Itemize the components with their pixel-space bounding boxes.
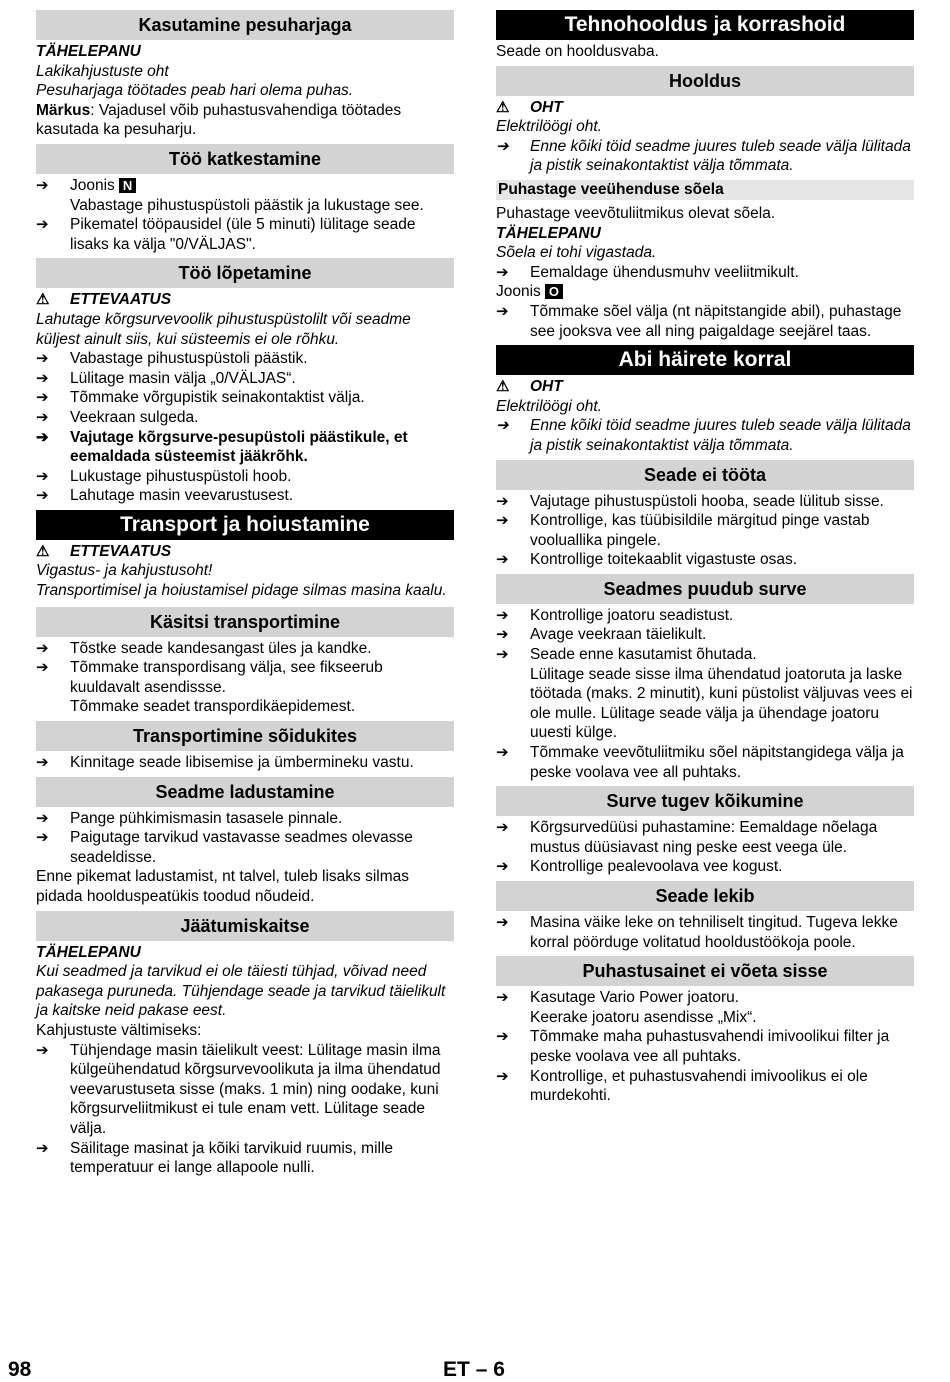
list-item — [496, 302, 914, 341]
notice-text: Pesuharjaga töötades peab hari olema puhas. — [36, 82, 354, 100]
figure-badge: N — [119, 178, 136, 193]
section-heading: Jäätumiskaitse — [36, 911, 454, 941]
list-item-text: Tõmmake maha puhastusvahendi imivoolikui filter ja peske voolava vee all puhtaks. — [530, 1028, 890, 1065]
list-item — [496, 1067, 914, 1106]
list-item-text: Kontrollige joatoru seadistust. — [530, 606, 734, 624]
list-item — [36, 408, 454, 428]
warning — [496, 98, 914, 118]
chapter-heading: Abi häirete korral — [496, 345, 914, 375]
arrow-icon: ➔ — [496, 989, 509, 1007]
list-item — [36, 369, 454, 389]
warning-icon: ⚠ — [36, 291, 50, 309]
list-item-text: Vajutage pihustuspüstoli hooba, seade lülitub sisse. — [530, 492, 884, 510]
notice-label: TÄHELEPANU — [36, 943, 141, 961]
list-item-text: Tõstke seade kandesangast üles ja kandke. — [70, 639, 372, 657]
list-item — [36, 388, 454, 408]
list-item-text: Kinnitage seade libisemise ja ümbermineku vastu. — [70, 754, 414, 772]
warning-text: Elektrilöögi oht. — [496, 118, 602, 136]
list-item-text: Säilitage masinat ja kõiki tarvikuid ruumis, mille temperatuur ei lange allapoole nulli. — [70, 1139, 394, 1177]
list-item-text: Veekraan sulgeda. — [70, 408, 199, 426]
arrow-icon: ➔ — [496, 744, 509, 762]
list-item-text: Enne kõiki töid seadme juures tuleb seade välja lülitada ja pistik seinakontaktist välja tõmmata. — [530, 417, 911, 454]
list-item-text: Lukustage pihustuspüstoli hoob. — [70, 467, 292, 485]
section-heading: Hooldus — [496, 66, 914, 96]
list-item-text: Kontrollige, kas tüübisildile märgitud pinge vastab vooluallika pingele. — [530, 512, 870, 549]
list-item-text: Kontrollige pealevoolava vee kogust. — [530, 858, 783, 876]
list-item — [36, 1041, 454, 1139]
notice-risk: Lakikahjustuste oht — [36, 62, 169, 80]
arrow-icon: ➔ — [496, 1028, 509, 1046]
list-item — [496, 625, 914, 645]
list-item-text: Kõrgsurvedüüsi puhastamine: Eemaldage nõelaga mustus düüsiavast ning peske eest veega üle. — [530, 819, 878, 856]
section-heading: Surve tugev kõikumine — [496, 786, 914, 816]
section-heading: Kasutamine pesuharjaga — [36, 10, 454, 40]
list-item-text: Eemaldage ühendusmuhv veeliitmikult. — [530, 263, 799, 281]
warning-text: Vigastus- ja kahjustusoht! — [36, 562, 213, 580]
warning-label: ETTEVAATUS — [70, 291, 172, 309]
warning-icon: ⚠ — [496, 98, 510, 116]
warning-icon: ⚠ — [36, 542, 50, 560]
warning-icon: ⚠ — [496, 378, 510, 396]
notice-text: Sõela ei tohi vigastada. — [496, 244, 657, 262]
arrow-icon: ➔ — [496, 492, 509, 510]
arrow-icon: ➔ — [36, 389, 49, 407]
list-item — [496, 511, 914, 550]
section-heading: Töö lõpetamine — [36, 258, 454, 288]
chapter-heading: Tehnohooldus ja korrashoid — [496, 10, 914, 40]
arrow-icon: ➔ — [36, 754, 49, 772]
section-heading: Töö katkestamine — [36, 144, 454, 174]
arrow-icon: ➔ — [36, 216, 49, 234]
list-item — [36, 176, 454, 215]
paragraph: Puhastage veevõtuliitmikus olevat sõela. — [496, 204, 776, 222]
arrow-icon: ➔ — [36, 1041, 49, 1059]
list-item-text: Masina väike leke on tehniliselt tingitud. Tugeva lekke korral pöörduge volitatud hooldustöökoja poole. — [530, 914, 898, 951]
list-item-text: Lahutage masin veevarustusest. — [70, 487, 294, 505]
list-item — [496, 818, 914, 857]
paragraph: Seade on hooldusvaba. — [496, 43, 659, 60]
list-item — [36, 753, 454, 773]
figure-badge: O — [545, 284, 563, 299]
arrow-icon: ➔ — [496, 417, 509, 435]
arrow-icon: ➔ — [36, 809, 49, 827]
list-item-text: Lülitage masin välja „0/VÄLJAS“. — [70, 369, 296, 387]
arrow-icon: ➔ — [496, 626, 509, 644]
warning-label: OHT — [530, 378, 563, 396]
figure-ref — [496, 282, 914, 302]
arrow-icon: ➔ — [496, 646, 509, 664]
section-heading: Seade ei tööta — [496, 460, 914, 490]
list-item — [496, 857, 914, 877]
list-item-text: Pikematel tööpausidel (üle 5 minuti) lülitage seade lisaks ka välja "0/VÄLJAS". — [70, 216, 416, 253]
arrow-icon: ➔ — [36, 369, 49, 387]
arrow-icon: ➔ — [496, 914, 509, 931]
arrow-icon: ➔ — [36, 408, 49, 426]
list-item — [496, 988, 914, 1027]
list-item-text: Tõmmake seadet transpordikäepidemest. — [70, 698, 356, 716]
list-item — [36, 486, 454, 506]
list-item-text: Enne kõiki töid seadme juures tuleb seade välja lülitada ja pistik seinakontaktist välja tõmmata. — [530, 137, 911, 175]
arrow-icon: ➔ — [496, 1067, 509, 1085]
notice-label: TÄHELEPANU — [496, 224, 601, 242]
subsection-heading: Puhastage veeühenduse sõela — [496, 180, 914, 200]
section-heading: Seadme ladustamine — [36, 777, 454, 807]
list-item-text: Seade enne kasutamist õhutada. — [530, 646, 757, 664]
list-item — [36, 1139, 454, 1178]
arrow-icon: ➔ — [36, 829, 49, 847]
warning — [36, 542, 454, 562]
arrow-icon: ➔ — [496, 858, 509, 876]
list-item-text: Avage veekraan täielikult. — [530, 626, 707, 644]
list-item — [496, 550, 914, 570]
list-item — [36, 349, 454, 369]
paragraph: Kahjustuste vältimiseks: — [36, 1021, 202, 1039]
list-item-text: Paigutage tarvikud vastavasse seadmes olevasse seadeldisse. — [70, 829, 413, 866]
arrow-icon: ➔ — [36, 428, 49, 446]
list-item-text: Vabastage pihustuspüstoli päästik ja lukustage see. — [70, 196, 424, 214]
list-item-text: Tühjendage masin täielikult veest: Lülitage masin ilma külgeühendatud kõrgsurvevoolikuta ja ilma ühendatud veevarustuseta sisse (maks. 1 min) ning oodake, kuni kõrgsurveliitmikust ei tule enam vett. Lülitage seade välja. — [70, 1041, 441, 1137]
list-item — [496, 492, 914, 512]
arrow-icon: ➔ — [496, 512, 509, 530]
section-heading: Käsitsi transportimine — [36, 607, 454, 637]
warning-text: Transportimisel ja hoiustamisel pidage silmas masina kaalu. — [36, 582, 447, 600]
list-item-text: Kontrollige toitekaablit vigastuste osas. — [530, 551, 798, 569]
warning — [496, 377, 914, 397]
footer-label — [443, 1358, 505, 1382]
list-item-text: Tõmmake veevõtuliitmiku sõel näpitstangidega välja ja peske voolava vee all puhtaks. — [530, 744, 904, 781]
arrow-icon: ➔ — [496, 137, 509, 155]
notice-text: Kui seadmed ja tarvikud ei ole täiesti tühjad, võivad need pakasega puruneda. Tühjendage seade ja tarvikud täielikult ja kaitske neid pakase eest. — [36, 963, 446, 1020]
arrow-icon: ➔ — [36, 639, 49, 657]
arrow-icon: ➔ — [36, 659, 49, 677]
arrow-icon: ➔ — [36, 487, 49, 505]
arrow-icon: ➔ — [36, 176, 49, 194]
list-item — [36, 467, 454, 487]
list-item-text: Lülitage seade sisse ilma ühendatud joatoruta ja laske töötada (maks. 2 minutit), kuni püstolist väljuvas vees ei ole mulle. Lülitage seade välja ja ühendage joatoru uuesti külge. — [530, 665, 913, 742]
list-item — [496, 645, 914, 743]
section-heading: Seade lekib — [496, 881, 914, 911]
list-item — [496, 137, 914, 176]
note-paragraph — [36, 101, 454, 140]
warning-label: ETTEVAATUS — [70, 542, 172, 560]
notice-label: TÄHELEPANU — [36, 43, 141, 60]
section-heading: Seadmes puudub surve — [496, 574, 914, 604]
arrow-icon: ➔ — [496, 263, 509, 281]
paragraph: Enne pikemat ladustamist, nt talvel, tuleb lisaks silmas pidada hoolduspeatükis toodud nõudeid. — [36, 868, 410, 905]
note-text: : Vajadusel võib puhastusvahendiga töötades kasutada ka pesuharju. — [36, 101, 402, 139]
list-item — [36, 828, 454, 867]
list-item-text: Kasutage Vario Power joatoru. — [530, 989, 740, 1007]
list-item — [36, 809, 454, 829]
arrow-icon: ➔ — [36, 467, 49, 485]
list-item — [36, 215, 454, 254]
footer-lang: ET — [443, 1358, 470, 1381]
list-item — [496, 606, 914, 626]
arrow-icon: ➔ — [496, 606, 509, 624]
list-item — [496, 1027, 914, 1066]
list-item-text: Vajutage kõrgsurve-pesupüstoli päästikule, et eemaldada süsteemist jääkrõhk. — [70, 428, 408, 466]
right-column — [496, 10, 914, 1106]
figure-ref-text: Joonis — [496, 283, 541, 301]
list-item-text: Keerake joatoru asendisse „Mix“. — [530, 1008, 757, 1026]
list-item — [36, 428, 454, 467]
list-item-text: Tõmmake sõel välja (nt näpitstangide abil), puhastage see jooksva vee all ning paigaldage seejärel taas. — [530, 302, 902, 340]
warning-label: OHT — [530, 98, 563, 116]
section-heading: Transportimine sõidukites — [36, 721, 454, 751]
arrow-icon: ➔ — [496, 551, 509, 569]
section-heading: Puhastusainet ei võeta sisse — [496, 956, 914, 986]
page-number: 98 — [8, 1358, 32, 1381]
list-item — [36, 658, 454, 717]
arrow-icon: ➔ — [36, 1139, 49, 1157]
left-column — [36, 10, 454, 1178]
chapter-heading: Transport ja hoiustamine — [36, 510, 454, 540]
list-item-text: Joonis — [70, 176, 115, 194]
list-item — [496, 743, 914, 782]
arrow-icon: ➔ — [36, 350, 49, 368]
list-item — [496, 416, 914, 455]
list-item-text: Tõmmake transpordisang välja, see fikseerub kuuldavalt asendissse. — [70, 659, 383, 696]
arrow-icon: ➔ — [496, 302, 509, 320]
arrow-icon: ➔ — [496, 819, 509, 837]
list-item-text: Tõmmake võrgupistik seinakontaktist välja. — [70, 389, 365, 407]
list-item — [496, 263, 914, 283]
note-label: Märkus — [36, 101, 91, 119]
list-item-text: Vabastage pihustuspüstoli päästik. — [70, 350, 308, 368]
warning-text: Elektrilöögi oht. — [496, 397, 602, 415]
warning-text: Lahutage kõrgsurvevoolik pihustuspüstolilt või seadme küljest ainult siis, kui süsteemis ei ole rõhku. — [36, 310, 411, 348]
list-item — [36, 639, 454, 659]
list-item-text: Pange pühkimismasin tasasele pinnale. — [70, 809, 343, 827]
list-item-text: Kontrollige, et puhastusvahendi imivoolikus ei ole murdekohti. — [530, 1067, 868, 1105]
footer-section-number: – 6 — [475, 1358, 505, 1381]
warning — [36, 290, 454, 310]
list-item — [496, 913, 914, 952]
